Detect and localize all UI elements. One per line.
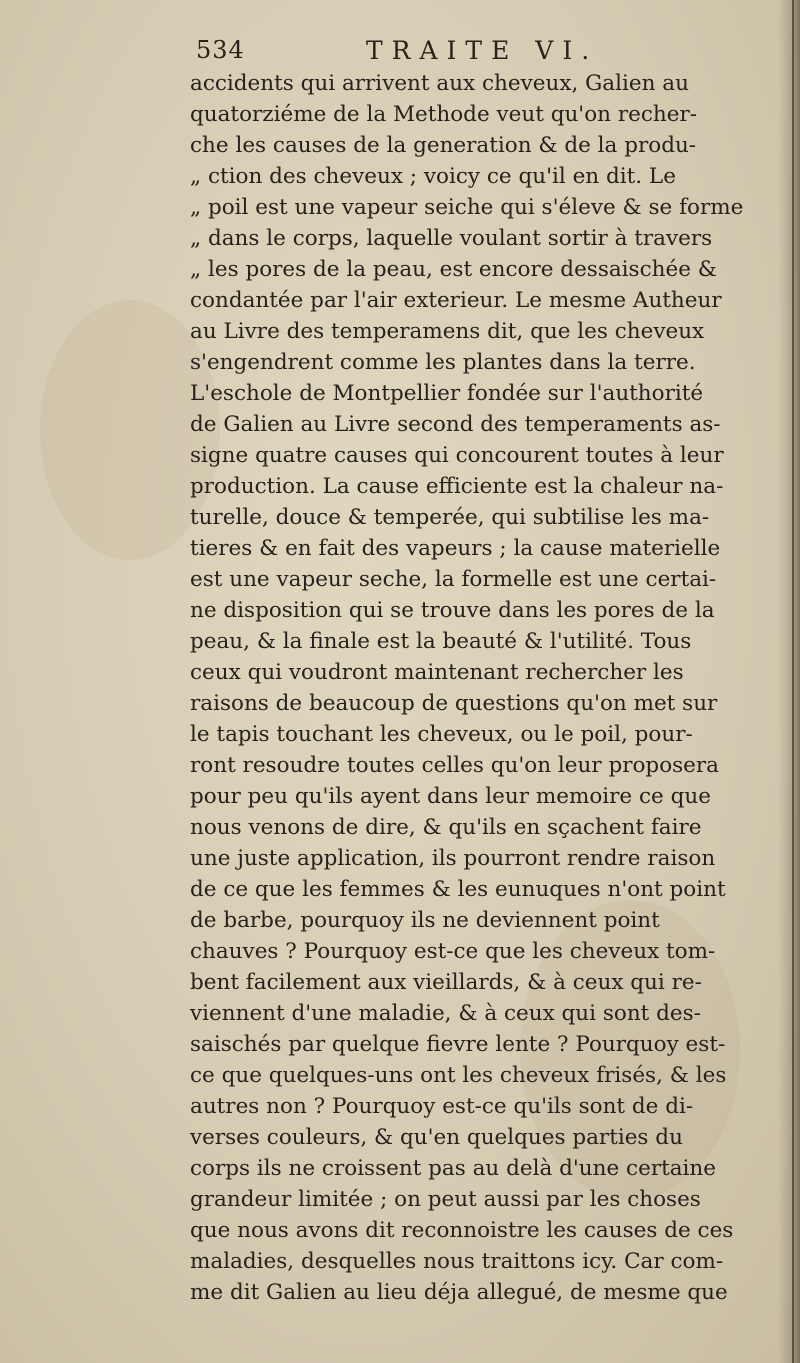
page-header <box>196 36 756 70</box>
text-line: quatorziéme de la Methode veut qu'on recher- <box>190 102 697 127</box>
text-line: production. La cause efficiente est la chaleur na- <box>190 474 724 499</box>
text-line: s'engendrent comme les plantes dans la terre. <box>190 350 696 375</box>
text-line: une juste application, ils pourront rendre raison <box>190 846 716 871</box>
text-line: ront resoudre toutes celles qu'on leur proposera <box>190 753 719 778</box>
text-line: viennent d'une maladie, & à ceux qui sont des- <box>190 1001 701 1026</box>
text-line: nous venons de dire, & qu'ils en sçachent faire <box>190 815 702 840</box>
text-line: me dit Galien au lieu déja allegué, de mesme que <box>190 1280 728 1305</box>
text-line: „ ction des cheveux ; voicy ce qu'il en dit. Le <box>190 164 676 189</box>
text-line: de Galien au Livre second des temperaments as- <box>190 412 721 437</box>
text-line: signe quatre causes qui concourent toutes à leur <box>190 443 724 468</box>
text-line: L'eschole de Montpellier fondée sur l'authorité <box>190 381 704 406</box>
text-line: che les causes de la generation & de la produ- <box>190 133 697 158</box>
text-line: que nous avons dit reconnoistre les causes de ces <box>190 1218 734 1243</box>
text-line: tieres & en fait des vapeurs ; la cause materielle <box>190 536 721 561</box>
text-line: grandeur limitée ; on peut aussi par les choses <box>190 1187 701 1212</box>
text-line: raisons de beaucoup de questions qu'on met sur <box>190 691 718 716</box>
text-line: de barbe, pourquoy ils ne deviennent point <box>190 908 660 933</box>
page-number: 534 <box>196 36 245 64</box>
running-head: TRAITE VI. <box>366 36 599 65</box>
text-line: „ les pores de la peau, est encore dessaischée & <box>190 257 717 282</box>
text-line: ne disposition qui se trouve dans les pores de la <box>190 598 715 623</box>
text-line: peau, & la finale est la beauté & l'utilité. Tous <box>190 629 692 654</box>
page-edge-shadow <box>778 0 800 1363</box>
body-text <box>190 68 790 1308</box>
text-line: de ce que les femmes & les eunuques n'ont point <box>190 877 726 902</box>
text-line: le tapis touchant les cheveux, ou le poil, pour- <box>190 722 693 747</box>
text-line: est une vapeur seche, la formelle est une certai- <box>190 567 717 592</box>
text-line: „ poil est une vapeur seiche qui s'éleve & se forme <box>190 195 744 220</box>
text-line: saischés par quelque fievre lente ? Pourquoy est- <box>190 1032 726 1057</box>
text-line: maladies, desquelles nous traittons icy. Car com- <box>190 1249 724 1274</box>
text-line: au Livre des temperamens dit, que les cheveux <box>190 319 705 344</box>
text-line: bent facilement aux vieillards, & à ceux qui re- <box>190 970 702 995</box>
text-line: autres non ? Pourquoy est-ce qu'ils sont de di- <box>190 1094 694 1119</box>
text-line: „ dans le corps, laquelle voulant sortir à travers <box>190 226 713 251</box>
text-line: verses couleurs, & qu'en quelques parties du <box>190 1125 683 1150</box>
text-line: corps ils ne croissent pas au delà d'une certaine <box>190 1156 717 1181</box>
text-line: condantée par l'air exterieur. Le mesme Autheur <box>190 288 722 313</box>
page-edge-line <box>792 0 794 1363</box>
text-line: ce que quelques-uns ont les cheveux frisés, & les <box>190 1063 727 1088</box>
text-line: turelle, douce & temperée, qui subtilise les ma- <box>190 505 710 530</box>
text-line: pour peu qu'ils ayent dans leur memoire ce que <box>190 784 711 809</box>
text-line: accidents qui arrivent aux cheveux, Galien au <box>190 71 689 96</box>
text-line: ceux qui voudront maintenant rechercher les <box>190 660 684 685</box>
text-line: chauves ? Pourquoy est-ce que les cheveux tom- <box>190 939 716 964</box>
